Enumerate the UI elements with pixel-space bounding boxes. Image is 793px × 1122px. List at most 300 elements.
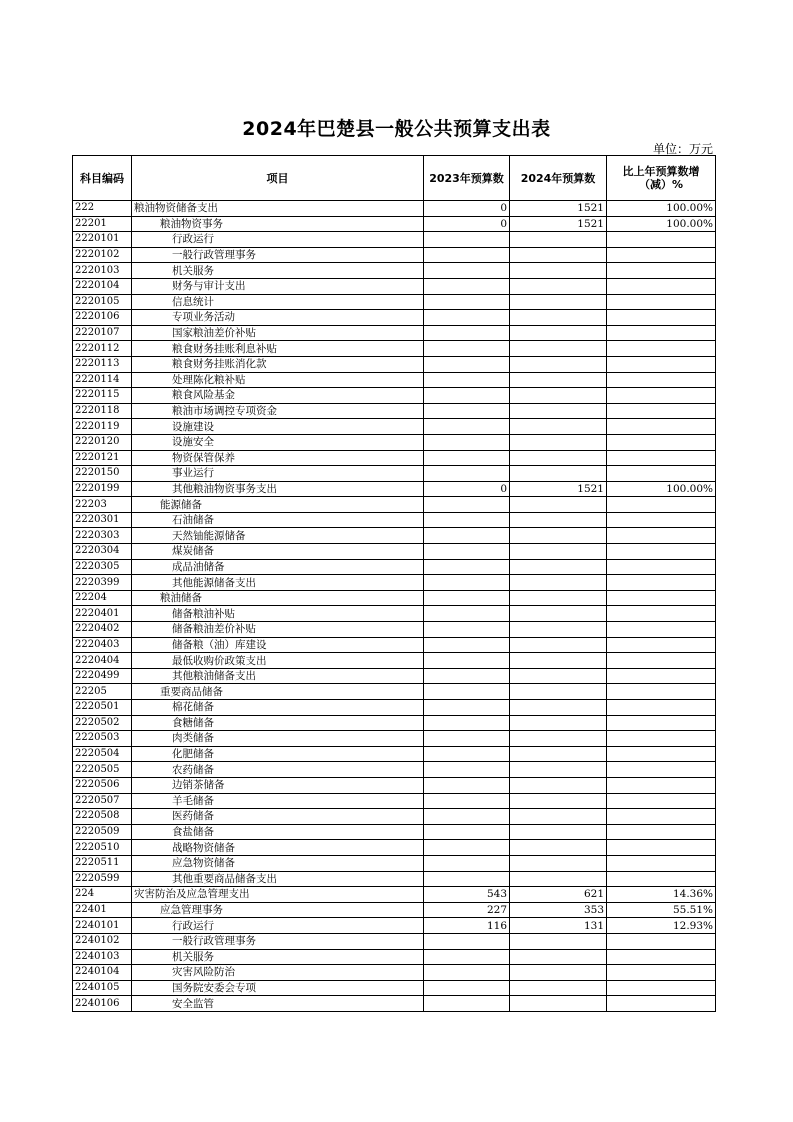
budget-2024-cell: [510, 965, 607, 981]
table-row: [73, 232, 716, 248]
item-cell: 安全监管: [132, 996, 424, 1012]
change-cell: [607, 606, 716, 622]
budget-2024-cell: [510, 949, 607, 965]
change-cell: [607, 637, 716, 653]
table-row: [73, 762, 716, 778]
change-cell: [607, 762, 716, 778]
change-cell: [607, 278, 716, 294]
budget-2024-cell: [510, 263, 607, 279]
budget-2023-cell: [424, 777, 510, 793]
change-cell: 100.00%: [607, 201, 716, 217]
item-cell: 粮油市场调控专项资金: [132, 403, 424, 419]
table-row: [73, 512, 716, 528]
header-change: 比上年预算数增（减）%: [607, 156, 716, 201]
table-row: [73, 731, 716, 747]
budget-2024-cell: 621: [510, 887, 607, 903]
code-cell: 2220507: [73, 793, 132, 809]
budget-2024-cell: [510, 466, 607, 482]
table-row: [73, 216, 716, 232]
code-cell: 2220509: [73, 824, 132, 840]
code-cell: 2220501: [73, 700, 132, 716]
budget-2024-cell: [510, 528, 607, 544]
item-cell: 其他重要商品储备支出: [132, 871, 424, 887]
budget-2023-cell: [424, 684, 510, 700]
budget-2024-cell: [510, 278, 607, 294]
code-cell: 2220402: [73, 622, 132, 638]
table-row: [73, 793, 716, 809]
change-cell: [607, 512, 716, 528]
budget-2023-cell: [424, 419, 510, 435]
item-cell: 处理陈化粮补贴: [132, 372, 424, 388]
table-row: [73, 871, 716, 887]
change-cell: [607, 310, 716, 326]
table-row: [73, 996, 716, 1012]
code-cell: 2220399: [73, 575, 132, 591]
budget-2024-cell: 1521: [510, 201, 607, 217]
code-cell: 2240103: [73, 949, 132, 965]
unit-label: 单位：万元: [652, 142, 713, 156]
item-cell: 天然铀能源储备: [132, 528, 424, 544]
code-cell: 2220499: [73, 668, 132, 684]
item-cell: 肉类储备: [132, 731, 424, 747]
item-cell: 边销茶储备: [132, 777, 424, 793]
budget-2024-cell: [510, 341, 607, 357]
change-cell: [607, 949, 716, 965]
budget-2023-cell: [424, 793, 510, 809]
budget-2023-cell: [424, 388, 510, 404]
item-cell: 灾害防治及应急管理支出: [132, 887, 424, 903]
budget-2023-cell: [424, 528, 510, 544]
item-cell: 应急物资储备: [132, 855, 424, 871]
table-row: [73, 777, 716, 793]
item-cell: 煤炭储备: [132, 544, 424, 560]
item-cell: 粮油物资事务: [132, 216, 424, 232]
budget-2024-cell: [510, 497, 607, 513]
budget-2023-cell: [424, 278, 510, 294]
budget-2023-cell: [424, 855, 510, 871]
item-cell: 应急管理事务: [132, 902, 424, 918]
code-cell: 2220114: [73, 372, 132, 388]
budget-2023-cell: [424, 232, 510, 248]
item-cell: 专项业务活动: [132, 310, 424, 326]
table-row: [73, 497, 716, 513]
item-cell: 行政运行: [132, 918, 424, 934]
code-cell: 2220103: [73, 263, 132, 279]
change-cell: [607, 996, 716, 1012]
table-row: [73, 403, 716, 419]
table-row: [73, 466, 716, 482]
item-cell: 棉花储备: [132, 700, 424, 716]
change-cell: [607, 871, 716, 887]
budget-2024-cell: [510, 762, 607, 778]
budget-2024-cell: [510, 933, 607, 949]
change-cell: [607, 466, 716, 482]
change-cell: [607, 715, 716, 731]
item-cell: 羊毛储备: [132, 793, 424, 809]
change-cell: 12.93%: [607, 918, 716, 934]
item-cell: 医药储备: [132, 809, 424, 825]
budget-2024-cell: [510, 434, 607, 450]
budget-2024-cell: [510, 294, 607, 310]
change-cell: [607, 450, 716, 466]
table-row: [73, 622, 716, 638]
item-cell: 粮油物资储备支出: [132, 201, 424, 217]
table-row: [73, 653, 716, 669]
table-row: [73, 606, 716, 622]
change-cell: [607, 840, 716, 856]
budget-2024-cell: [510, 419, 607, 435]
change-cell: [607, 575, 716, 591]
code-cell: 2240101: [73, 918, 132, 934]
budget-2023-cell: [424, 512, 510, 528]
code-cell: 2240102: [73, 933, 132, 949]
change-cell: [607, 746, 716, 762]
budget-2024-cell: [510, 388, 607, 404]
change-cell: [607, 700, 716, 716]
item-cell: 国务院安委会专项: [132, 980, 424, 996]
table-row: [73, 965, 716, 981]
table-row: [73, 590, 716, 606]
budget-2023-cell: [424, 294, 510, 310]
code-cell: 22204: [73, 590, 132, 606]
budget-2023-cell: [424, 700, 510, 716]
budget-2024-cell: [510, 559, 607, 575]
item-cell: 行政运行: [132, 232, 424, 248]
code-cell: 2220113: [73, 356, 132, 372]
table-row: [73, 481, 716, 497]
page-title: 2024年巴楚县一般公共预算支出表: [242, 118, 551, 140]
budget-2023-cell: [424, 434, 510, 450]
budget-2024-cell: [510, 232, 607, 248]
table-row: [73, 918, 716, 934]
budget-2024-cell: [510, 715, 607, 731]
code-cell: 222: [73, 201, 132, 217]
change-cell: [607, 325, 716, 341]
change-cell: [607, 544, 716, 560]
budget-2023-cell: [424, 622, 510, 638]
change-cell: [607, 731, 716, 747]
table-row: [73, 902, 716, 918]
table-row: [73, 980, 716, 996]
budget-2024-cell: [510, 637, 607, 653]
table-row: [73, 700, 716, 716]
budget-2023-cell: 0: [424, 216, 510, 232]
code-cell: 2220506: [73, 777, 132, 793]
code-cell: 2220105: [73, 294, 132, 310]
table-row: [73, 637, 716, 653]
code-cell: 2240105: [73, 980, 132, 996]
budget-table: [72, 155, 716, 1012]
budget-2024-cell: [510, 403, 607, 419]
budget-2023-cell: [424, 559, 510, 575]
budget-2023-cell: [424, 653, 510, 669]
table-row: [73, 559, 716, 575]
table-row: [73, 715, 716, 731]
code-cell: 2220107: [73, 325, 132, 341]
item-cell: 财务与审计支出: [132, 278, 424, 294]
budget-2023-cell: [424, 965, 510, 981]
budget-2024-cell: [510, 590, 607, 606]
code-cell: 2220304: [73, 544, 132, 560]
table-row: [73, 855, 716, 871]
code-cell: 2220503: [73, 731, 132, 747]
budget-2023-cell: [424, 980, 510, 996]
item-cell: 其他粮油物资事务支出: [132, 481, 424, 497]
code-cell: 22401: [73, 902, 132, 918]
item-cell: 一般行政管理事务: [132, 933, 424, 949]
budget-2023-cell: [424, 762, 510, 778]
header-item: 项目: [132, 156, 424, 201]
change-cell: [607, 232, 716, 248]
budget-2023-cell: [424, 809, 510, 825]
budget-2024-cell: [510, 793, 607, 809]
budget-2023-cell: [424, 949, 510, 965]
code-cell: 2220401: [73, 606, 132, 622]
code-cell: 2220150: [73, 466, 132, 482]
item-cell: 能源储备: [132, 497, 424, 513]
change-cell: [607, 388, 716, 404]
budget-2024-cell: [510, 996, 607, 1012]
item-cell: 国家粮油差价补贴: [132, 325, 424, 341]
item-cell: 化肥储备: [132, 746, 424, 762]
change-cell: [607, 965, 716, 981]
code-cell: 2220305: [73, 559, 132, 575]
budget-2024-cell: [510, 310, 607, 326]
budget-2023-cell: [424, 356, 510, 372]
code-cell: 22201: [73, 216, 132, 232]
budget-2023-cell: [424, 575, 510, 591]
table-row: [73, 450, 716, 466]
budget-2024-cell: [510, 575, 607, 591]
change-cell: [607, 247, 716, 263]
code-cell: 2220101: [73, 232, 132, 248]
budget-2024-cell: [510, 372, 607, 388]
code-cell: 2220599: [73, 871, 132, 887]
item-cell: 储备粮油差价补贴: [132, 622, 424, 638]
budget-2024-cell: [510, 824, 607, 840]
budget-2023-cell: [424, 840, 510, 856]
code-cell: 2220505: [73, 762, 132, 778]
code-cell: 2220120: [73, 434, 132, 450]
budget-2024-cell: [510, 668, 607, 684]
code-cell: 2220510: [73, 840, 132, 856]
change-cell: 55.51%: [607, 902, 716, 918]
change-cell: [607, 684, 716, 700]
budget-2024-cell: [510, 731, 607, 747]
item-cell: 事业运行: [132, 466, 424, 482]
code-cell: 2220502: [73, 715, 132, 731]
table-row: [73, 824, 716, 840]
item-cell: 粮食财务挂账消化款: [132, 356, 424, 372]
code-cell: 2220199: [73, 481, 132, 497]
header-2023: 2023年预算数: [424, 156, 510, 201]
change-cell: [607, 341, 716, 357]
budget-2024-cell: 1521: [510, 216, 607, 232]
budget-2023-cell: [424, 466, 510, 482]
item-cell: 粮食财务挂账利息补贴: [132, 341, 424, 357]
budget-2023-cell: [424, 746, 510, 762]
table-row: [73, 263, 716, 279]
budget-2024-cell: [510, 777, 607, 793]
table-row: [73, 419, 716, 435]
item-cell: 战略物资储备: [132, 840, 424, 856]
table-row: [73, 294, 716, 310]
item-cell: 成品油储备: [132, 559, 424, 575]
code-cell: 22205: [73, 684, 132, 700]
budget-2024-cell: [510, 544, 607, 560]
code-cell: 2220504: [73, 746, 132, 762]
item-cell: 机关服务: [132, 949, 424, 965]
item-cell: 重要商品储备: [132, 684, 424, 700]
budget-2023-cell: 0: [424, 481, 510, 497]
budget-2023-cell: [424, 497, 510, 513]
change-cell: [607, 497, 716, 513]
budget-2024-cell: [510, 871, 607, 887]
budget-2024-cell: [510, 855, 607, 871]
code-cell: 2220511: [73, 855, 132, 871]
budget-2024-cell: [510, 325, 607, 341]
budget-2023-cell: [424, 544, 510, 560]
budget-2024-cell: [510, 980, 607, 996]
table-row: [73, 840, 716, 856]
code-cell: 2220106: [73, 310, 132, 326]
budget-2023-cell: [424, 668, 510, 684]
table-row: [73, 388, 716, 404]
change-cell: [607, 372, 716, 388]
code-cell: 2220119: [73, 419, 132, 435]
change-cell: 100.00%: [607, 481, 716, 497]
change-cell: [607, 980, 716, 996]
item-cell: 最低收购价政策支出: [132, 653, 424, 669]
budget-2023-cell: [424, 450, 510, 466]
budget-2024-cell: [510, 809, 607, 825]
budget-2024-cell: [510, 653, 607, 669]
table-row: [73, 746, 716, 762]
budget-2023-cell: [424, 590, 510, 606]
change-cell: [607, 933, 716, 949]
table-row: [73, 684, 716, 700]
table-row: [73, 887, 716, 903]
item-cell: 粮食风险基金: [132, 388, 424, 404]
header-code: 科目编码: [73, 156, 132, 201]
item-cell: 设施安全: [132, 434, 424, 450]
header-2024: 2024年预算数: [510, 156, 607, 201]
budget-2023-cell: 116: [424, 918, 510, 934]
budget-2024-cell: [510, 700, 607, 716]
code-cell: 2220118: [73, 403, 132, 419]
table-row: [73, 544, 716, 560]
budget-2023-cell: [424, 310, 510, 326]
item-cell: 机关服务: [132, 263, 424, 279]
budget-2024-cell: 1521: [510, 481, 607, 497]
table-row: [73, 356, 716, 372]
table-row: [73, 310, 716, 326]
change-cell: [607, 263, 716, 279]
table-row: [73, 434, 716, 450]
change-cell: [607, 419, 716, 435]
table-header-row: [73, 156, 716, 201]
budget-2024-cell: [510, 746, 607, 762]
change-cell: [607, 622, 716, 638]
code-cell: 22203: [73, 497, 132, 513]
budget-2024-cell: [510, 606, 607, 622]
table-row: [73, 949, 716, 965]
change-cell: [607, 855, 716, 871]
item-cell: 其他能源储备支出: [132, 575, 424, 591]
item-cell: 食糖储备: [132, 715, 424, 731]
change-cell: [607, 403, 716, 419]
budget-2023-cell: [424, 263, 510, 279]
table-row: [73, 372, 716, 388]
budget-2024-cell: [510, 684, 607, 700]
table-row: [73, 528, 716, 544]
budget-2023-cell: [424, 996, 510, 1012]
budget-2024-cell: [510, 450, 607, 466]
table-row: [73, 278, 716, 294]
budget-2023-cell: [424, 325, 510, 341]
item-cell: 灾害风险防治: [132, 965, 424, 981]
item-cell: 储备粮（油）库建设: [132, 637, 424, 653]
code-cell: 2220104: [73, 278, 132, 294]
table-row: [73, 933, 716, 949]
budget-2024-cell: [510, 356, 607, 372]
table-row: [73, 809, 716, 825]
item-cell: 其他粮油储备支出: [132, 668, 424, 684]
code-cell: 2240104: [73, 965, 132, 981]
change-cell: 14.36%: [607, 887, 716, 903]
item-cell: 信息统计: [132, 294, 424, 310]
budget-2024-cell: [510, 247, 607, 263]
table-row: [73, 575, 716, 591]
change-cell: 100.00%: [607, 216, 716, 232]
change-cell: [607, 824, 716, 840]
budget-2024-cell: 131: [510, 918, 607, 934]
item-cell: 农药储备: [132, 762, 424, 778]
budget-2023-cell: 543: [424, 887, 510, 903]
item-cell: 储备粮油补贴: [132, 606, 424, 622]
change-cell: [607, 434, 716, 450]
budget-2023-cell: [424, 341, 510, 357]
code-cell: 2220403: [73, 637, 132, 653]
code-cell: 2220404: [73, 653, 132, 669]
change-cell: [607, 528, 716, 544]
budget-2023-cell: 0: [424, 201, 510, 217]
budget-2023-cell: [424, 824, 510, 840]
code-cell: 224: [73, 887, 132, 903]
code-cell: 2220508: [73, 809, 132, 825]
budget-2023-cell: [424, 403, 510, 419]
budget-2023-cell: [424, 871, 510, 887]
budget-2024-cell: 353: [510, 902, 607, 918]
change-cell: [607, 777, 716, 793]
budget-2023-cell: [424, 606, 510, 622]
item-cell: 粮油储备: [132, 590, 424, 606]
budget-2023-cell: [424, 731, 510, 747]
item-cell: 石油储备: [132, 512, 424, 528]
budget-2023-cell: [424, 247, 510, 263]
table-row: [73, 341, 716, 357]
change-cell: [607, 356, 716, 372]
budget-2023-cell: [424, 715, 510, 731]
item-cell: 一般行政管理事务: [132, 247, 424, 263]
change-cell: [607, 809, 716, 825]
table-row: [73, 201, 716, 217]
code-cell: 2220102: [73, 247, 132, 263]
change-cell: [607, 559, 716, 575]
change-cell: [607, 294, 716, 310]
code-cell: 2220303: [73, 528, 132, 544]
change-cell: [607, 793, 716, 809]
